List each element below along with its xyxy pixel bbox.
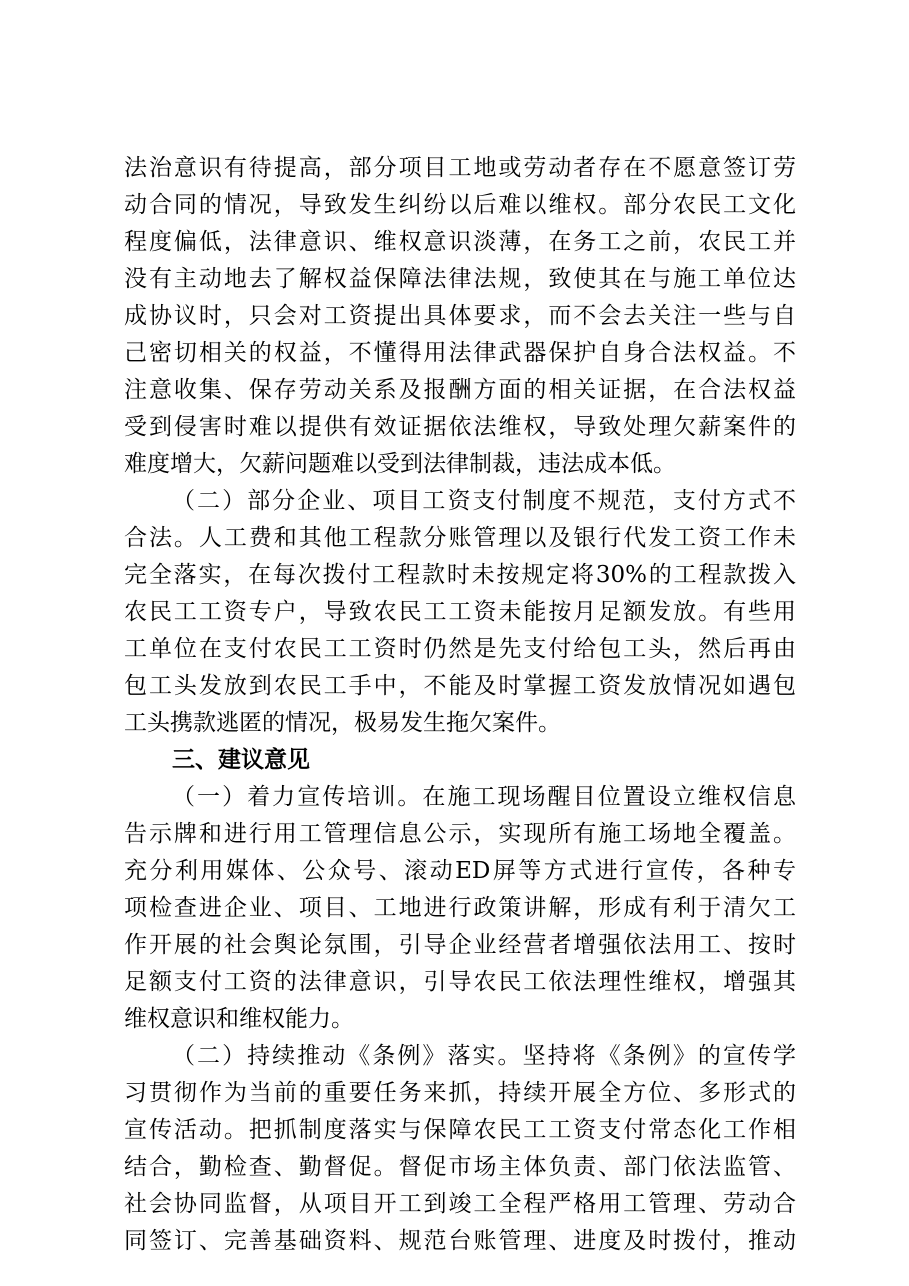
text-line: （一）着力宣传培训。在施工现场醒目位置设立维权信息: [172, 784, 796, 810]
text-line: 难度增大，欠薪问题难以受到法律制裁，违法成本低。: [124, 451, 676, 477]
text-line: 程度偏低，法律意识、维权意识淡薄，在务工之前，农民工并: [124, 229, 796, 255]
text-line: 足额支付工资的法律意识，引导农民工依法理性维权，增强其: [124, 969, 796, 995]
text-line: 项检查进企业、项目、工地进行政策讲解，形成有利于清欠工: [124, 895, 796, 921]
text-line: 完全落实，在每次拨付工程款时未按规定将30%的工程款拨入: [124, 562, 796, 588]
text-line: 作开展的社会舆论氛围，引导企业经营者增强依法用工、按时: [124, 932, 796, 958]
text-line: 法治意识有待提高，部分项目工地或劳动者存在不愿意签订劳: [124, 155, 796, 181]
text-line: 农民工工资专户，导致农民工工资未能按月足额发放。有些用: [124, 599, 796, 625]
text-line: 结合，勤检查、勤督促。督促市场主体负责、部门依法监管、: [124, 1154, 796, 1180]
text-line: 维权意识和维权能力。: [124, 1006, 354, 1032]
text-line: 合法。人工费和其他工程款分账管理以及银行代发工资工作未: [124, 525, 796, 551]
section-heading: 三、建议意见: [172, 747, 310, 773]
text-line: 受到侵害时难以提供有效证据依法维权，导致处理欠薪案件的: [124, 414, 796, 440]
text-line: 工头携款逃匿的情况，极易发生拖欠案件。: [124, 710, 561, 736]
text-line: 工单位在支付农民工工资时仍然是先支付给包工头，然后再由: [124, 636, 796, 662]
text-line: 社会协同监督，从项目开工到竣工全程严格用工管理、劳动合: [124, 1191, 796, 1217]
text-line: 告示牌和进行用工管理信息公示，实现所有施工场地全覆盖。: [124, 821, 796, 847]
text-line: 注意收集、保存劳动关系及报酬方面的相关证据，在合法权益: [124, 377, 796, 403]
text-line: 同签订、完善基础资料、规范台账管理、进度及时拨付，推动: [124, 1228, 796, 1254]
text-line: （二）持续推动《条例》落实。坚持将《条例》的宣传学: [172, 1043, 796, 1069]
text-line: （二）部分企业、项目工资支付制度不规范，支付方式不: [172, 488, 796, 514]
text-line: 没有主动地去了解权益保障法律法规，致使其在与施工单位达: [124, 266, 796, 292]
text-line: 动合同的情况，导致发生纠纷以后难以维权。部分农民工文化: [124, 192, 796, 218]
text-line: 包工头发放到农民工手中，不能及时掌握工资发放情况如遇包: [124, 673, 796, 699]
text-line: 己密切相关的权益，不懂得用法律武器保护自身合法权益。不: [124, 340, 796, 366]
text-line: 宣传活动。把抓制度落实与保障农民工工资支付常态化工作相: [124, 1117, 796, 1143]
text-line: 充分利用媒体、公众号、滚动ED屏等方式进行宣传，各种专: [124, 858, 796, 884]
text-line: 成协议时，只会对工资提出具体要求，而不会去关注一些与自: [124, 303, 796, 329]
text-line: 习贯彻作为当前的重要任务来抓，持续开展全方位、多形式的: [124, 1080, 796, 1106]
